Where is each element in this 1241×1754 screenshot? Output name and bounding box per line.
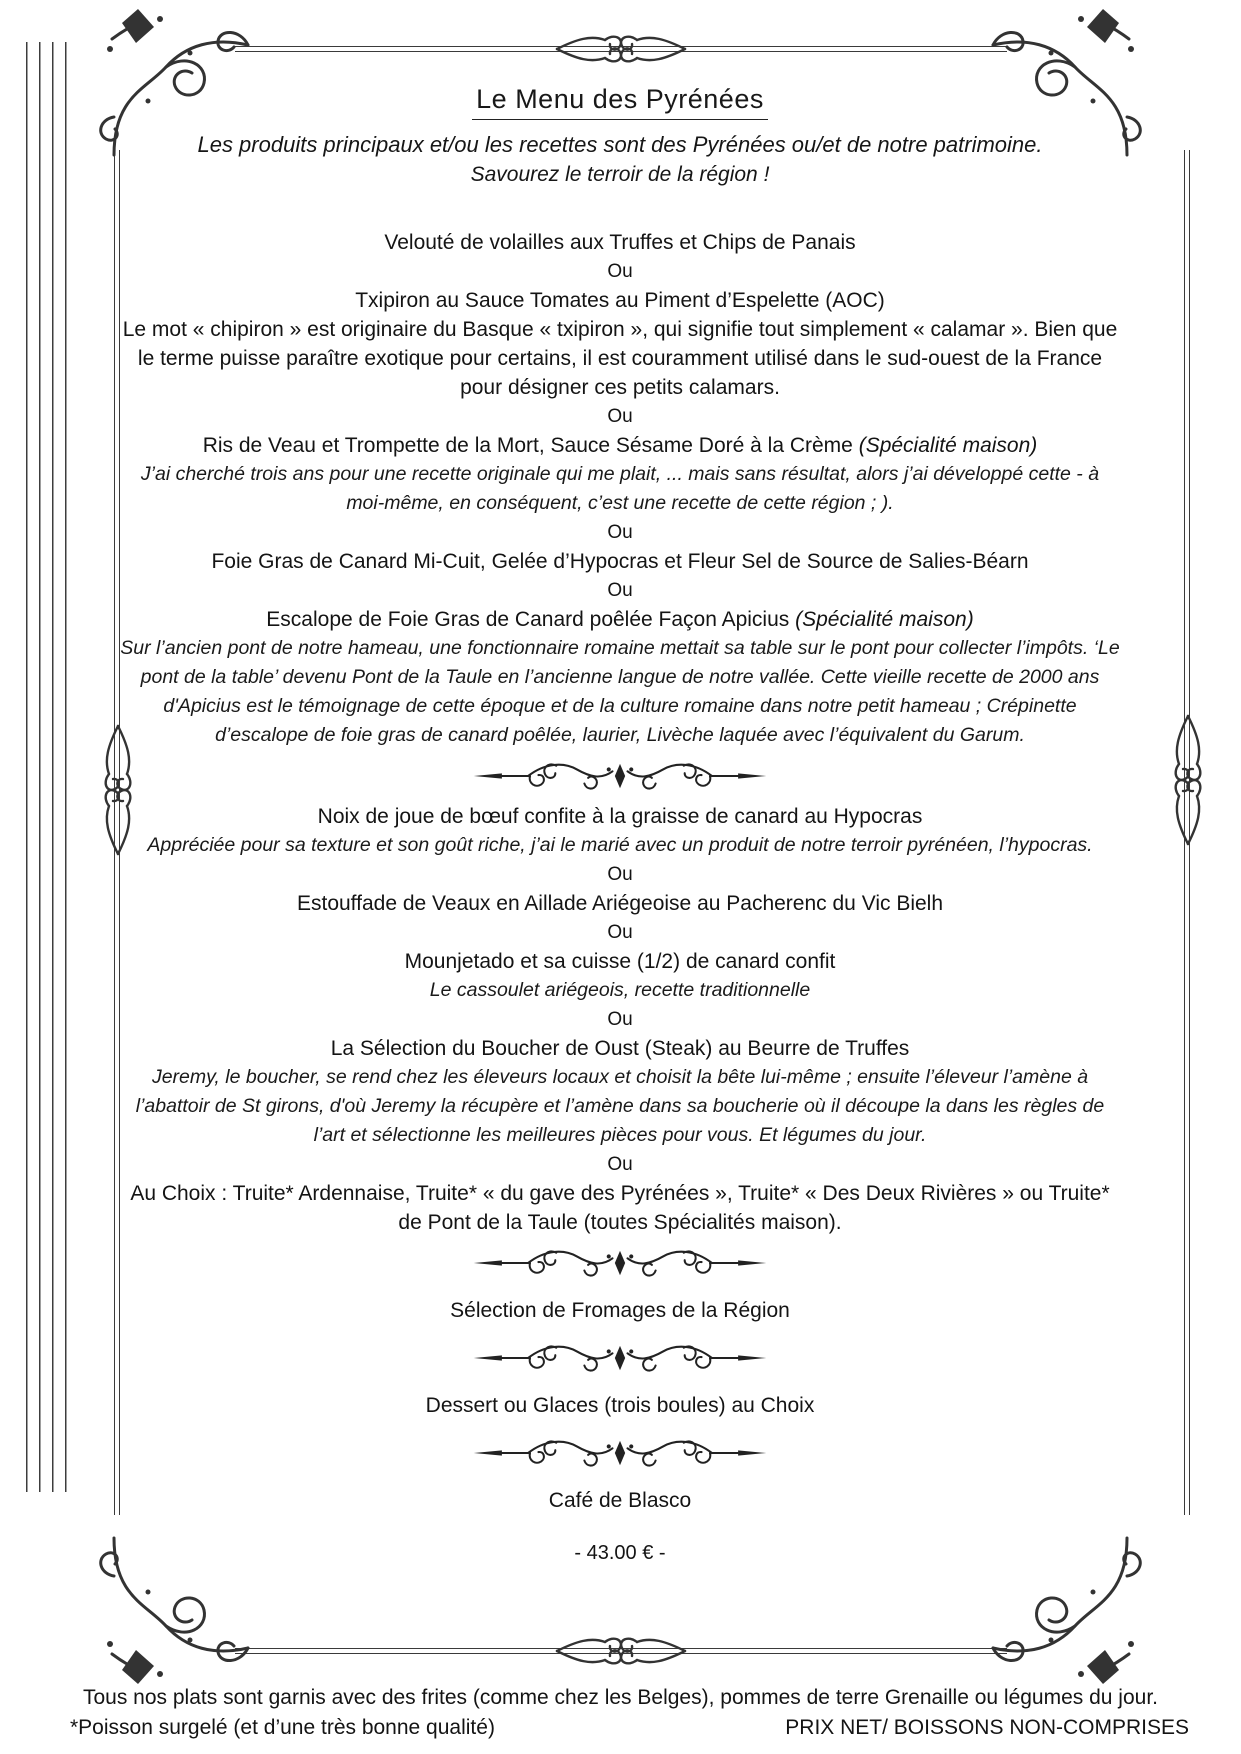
dish-note: (Spécialité maison) [795, 608, 974, 631]
dish-description: Appréciée pour sa texture et son goût riche, j’ai le marié avec un produit de notre terroir pyrénéen, l’hypocras. [147, 834, 1093, 856]
footer-fish-note: *Poisson surgelé (et d’une très bonne qualité) [70, 1716, 495, 1739]
or-separator: Ou [607, 1009, 633, 1030]
dish-note: (Spécialité maison) [858, 434, 1038, 457]
menu-subtitle-motto: Savourez le terroir de la région ! [470, 163, 770, 186]
section-divider [120, 1246, 1120, 1280]
or-separator: Ou [607, 1154, 633, 1175]
dish-name: Foie Gras de Canard Mi-Cuit, Gelée d’Hypocras et Fleur Sel de Source de Salies-Béarn [211, 550, 1029, 573]
section-divider [120, 759, 1120, 793]
section-divider [120, 1436, 1120, 1470]
dish-text: Ris de Veau et Trompette de la Mort, Sauce Sésame Doré à la Crème [202, 434, 853, 457]
dish-description: Jeremy, le boucher, se rend chez les éleveurs locaux et choisit la bête lui-même ; ensuite l’éleveur l’amène à l’abattoir de St girons, d'où Jeremy la récupère et l’amène dans sa boucherie où il découpe la dans les règles de l’art et sélectionne les meilleures pièces pour vous. Et légumes du jour. [135, 1066, 1105, 1146]
dish-name: Café de Blasco [548, 1489, 692, 1512]
scroll-motif-icon [1166, 710, 1210, 850]
dish-description: Sur l’ancien pont de notre hameau, une fonctionnaire romaine mettait sa table sur le pont pour collecter l’impôts. ‘Le pont de la table’ devenu Pont de la Taule en l’ancienne langue de notre vallée. Cette vieille recette de 2000 ans d'Apicius est le témoignage de cette époque et de la culture romaine dans notre petit hameau ; Crépinette d’escalope de foie gras de canard poêlée, laurier, Livèche laquée avec l’équivalent du Garum. [120, 637, 1120, 746]
footer-garnish-note: Tous nos plats sont garnis avec des frites (comme chez les Belges), pommes de terre Grenaille ou légumes du jour. [82, 1686, 1158, 1709]
or-separator: Ou [607, 261, 633, 282]
menu-body [120, 228, 1120, 1568]
dish-name: Au Choix : Truite* Ardennaise, Truite* « du gave des Pyrénées », Truite* « Des Deux Rivières » ou Truite* de Pont de la Taule (toutes Spécialités maison). [130, 1182, 1110, 1234]
dish-name: Noix de joue de bœuf confite à la graisse de canard au Hypocras [317, 805, 923, 828]
dish-name: Estouffade de Veaux en Aillade Ariégeoise au Pacherenc du Vic Bielh [296, 892, 944, 915]
menu-price: - 43.00 € - [574, 1542, 666, 1564]
dish-name: Sélection de Fromages de la Région [450, 1299, 790, 1322]
dish-text: Escalope de Foie Gras de Canard poêlée Façon Apicius [266, 608, 790, 631]
dish-name: Mounjetado et sa cuisse (1/2) de canard confit [404, 950, 836, 973]
dish-name [120, 431, 1120, 460]
footer-price-note: PRIX NET/ BOISSONS NON-COMPRISES [785, 1716, 1189, 1739]
page-title: Le Menu des Pyrénées [472, 84, 768, 120]
dish-description: Le cassoulet ariégeois, recette traditionnelle [429, 979, 811, 1001]
menu-subtitle: Les produits principaux et/ou les recettes sont des Pyrénées ou/et de notre patrimoine. [197, 132, 1043, 157]
section-divider [120, 1341, 1120, 1375]
dish-name: Txipiron au Sauce Tomates au Piment d’Espelette (AOC) [355, 289, 885, 312]
dish-name: Velouté de volailles aux Truffes et Chips de Panais [384, 231, 856, 254]
dish-name [120, 605, 1120, 634]
dish-name: La Sélection du Boucher de Oust (Steak) au Beurre de Truffes [330, 1037, 910, 1060]
dish-description: Le mot « chipiron » est originaire du Basque « txipiron », qui signifie tout simplement « calamar ». Bien que le terme puisse paraître exotique pour certains, il est couramment utilisé dans le sud-ouest de la France pour désigner ces petits calamars. [122, 318, 1118, 399]
or-separator: Ou [607, 922, 633, 943]
scroll-motif-icon [551, 1629, 691, 1673]
or-separator: Ou [607, 406, 633, 427]
dish-name: Dessert ou Glaces (trois boules) au Choix [425, 1394, 815, 1417]
or-separator: Ou [607, 580, 633, 601]
or-separator: Ou [607, 864, 633, 885]
dish-description: J’ai cherché trois ans pour une recette originale qui me plait, ... mais sans résultat, alors j’ai développé cette - à moi-même, en conséquent, c’est une recette de cette région ; ). [140, 463, 1100, 514]
footer-bottom-row [0, 1716, 1241, 1740]
or-separator: Ou [607, 522, 633, 543]
page-edge-lines [26, 42, 70, 1492]
menu-content [120, 62, 1120, 1568]
